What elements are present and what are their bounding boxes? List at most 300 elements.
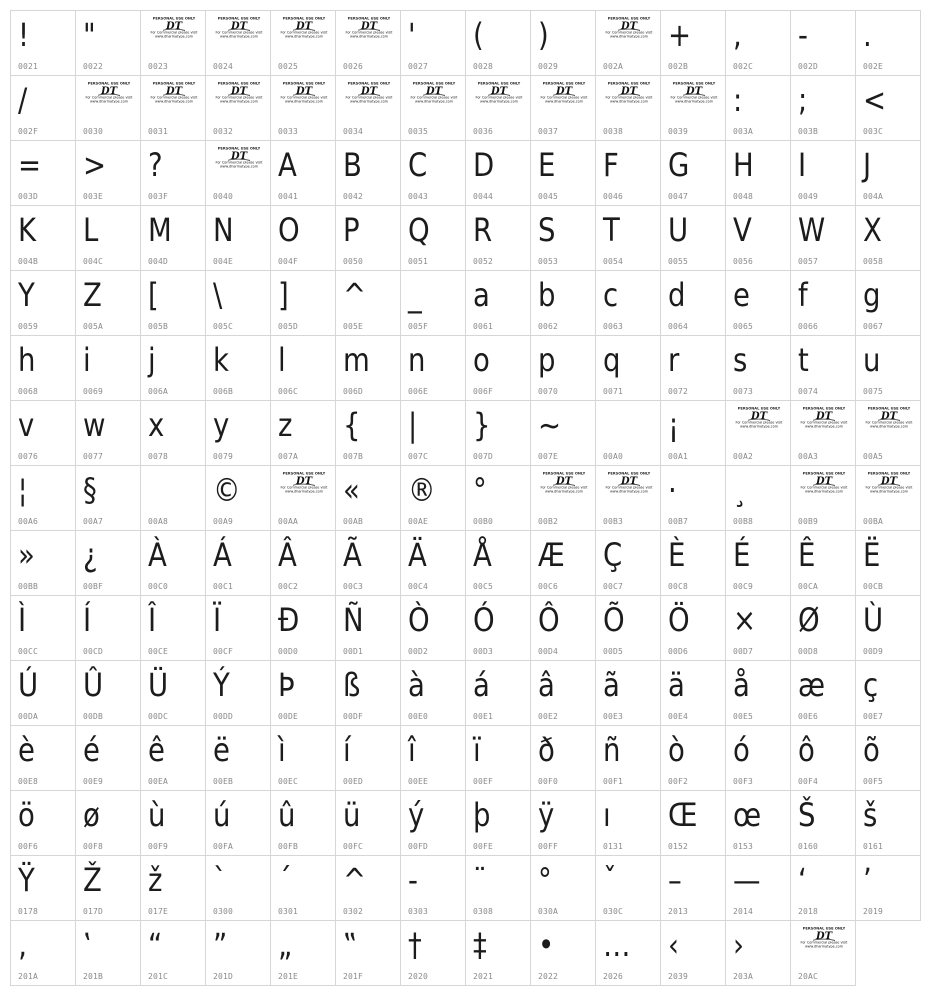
- glyph-char: Š: [798, 796, 816, 834]
- glyph-codepoint: 2021: [473, 972, 494, 981]
- glyph-cell: [791, 466, 856, 531]
- glyph-char: Ì: [18, 601, 27, 639]
- glyph-char: «: [343, 471, 360, 509]
- personal-use-notice: [799, 471, 849, 493]
- glyph-char: (: [473, 16, 484, 54]
- glyph-cell: [11, 11, 76, 76]
- glyph-codepoint: 0030: [83, 127, 104, 136]
- notice-graphic: [474, 81, 524, 103]
- notice-graphic: [214, 16, 264, 38]
- glyph-cell: [11, 76, 76, 141]
- glyph-cell: [531, 661, 596, 726]
- glyph-cell: [271, 466, 336, 531]
- glyph-codepoint: 0131: [603, 842, 624, 851]
- glyph-cell: [466, 271, 531, 336]
- glyph-cell: [141, 726, 206, 791]
- glyph-char: ¦: [18, 471, 28, 509]
- glyph-char: ˇ: [603, 861, 617, 899]
- glyph-codepoint: 201A: [18, 972, 39, 981]
- glyph-codepoint: 00D0: [278, 647, 299, 656]
- glyph-codepoint: 00DF: [343, 712, 364, 721]
- personal-use-notice: [344, 16, 394, 38]
- glyph-codepoint: 00C4: [408, 582, 429, 591]
- glyph-char: ): [538, 16, 549, 54]
- notice-graphic: [279, 81, 329, 103]
- glyph-char: ‟: [343, 926, 358, 964]
- personal-use-notice: [539, 81, 589, 103]
- notice-line1: PERSONAL USE ONLY: [867, 471, 911, 476]
- glyph-cell: [401, 921, 466, 986]
- glyph-cell: [271, 661, 336, 726]
- notice-line3: www.dharmatype.com: [219, 164, 259, 168]
- glyph-char: Ü: [148, 666, 169, 704]
- glyph-char: í: [343, 731, 351, 769]
- glyph-cell: [856, 141, 921, 206]
- glyph-char: h: [18, 341, 36, 379]
- notice-graphic: [864, 406, 914, 428]
- notice-line1: PERSONAL USE ONLY: [217, 146, 261, 151]
- glyph-char: á: [473, 666, 490, 704]
- glyph-cell: [141, 466, 206, 531]
- glyph-cell: [206, 596, 271, 661]
- notice-line2: For Commercial please visit: [345, 30, 393, 35]
- glyph-char: –: [668, 861, 682, 899]
- glyph-cell: [271, 791, 336, 856]
- glyph-cell: [206, 401, 271, 466]
- notice-logo: DT: [555, 86, 573, 97]
- glyph-cell: [271, 401, 336, 466]
- glyph-codepoint: 00C5: [473, 582, 494, 591]
- glyph-codepoint: 0078: [148, 452, 169, 461]
- glyph-char: ì: [278, 731, 286, 769]
- glyph-char: z: [278, 406, 293, 444]
- glyph-char: ©: [213, 471, 241, 509]
- glyph-char: C: [408, 146, 428, 184]
- glyph-cell: [531, 596, 596, 661]
- glyph-char: Ú: [18, 666, 39, 704]
- glyph-char: D: [473, 146, 495, 184]
- glyph-cell: [466, 76, 531, 141]
- glyph-char: ^: [343, 861, 367, 899]
- glyph-char: ‚: [18, 926, 27, 964]
- glyph-cell: [206, 726, 271, 791]
- notice-line2: For Commercial please visit: [280, 30, 328, 35]
- notice-logo: DT: [100, 86, 118, 97]
- glyph-cell: [856, 726, 921, 791]
- glyph-codepoint: 0025: [278, 62, 299, 71]
- glyph-codepoint: 0024: [213, 62, 234, 71]
- glyph-codepoint: 007D: [473, 452, 494, 461]
- notice-graphic: [799, 406, 849, 428]
- notice-line2: For Commercial please visit: [475, 95, 523, 100]
- glyph-char: {: [343, 406, 361, 444]
- personal-use-notice: [864, 471, 914, 493]
- glyph-char: u: [863, 341, 881, 379]
- glyph-cell: [466, 596, 531, 661]
- notice-logo: DT: [880, 411, 898, 422]
- glyph-codepoint: 00D9: [863, 647, 884, 656]
- glyph-char: û: [278, 796, 296, 834]
- notice-line3: www.dharmatype.com: [284, 34, 324, 38]
- glyph-codepoint: 002C: [733, 62, 754, 71]
- glyph-codepoint: 00F2: [668, 777, 689, 786]
- glyph-char: õ: [863, 731, 880, 769]
- glyph-cell: [596, 206, 661, 271]
- notice-logo: DT: [880, 476, 898, 487]
- notice-line2: For Commercial please visit: [540, 95, 588, 100]
- glyph-cell: [76, 726, 141, 791]
- glyph-codepoint: 0023: [148, 62, 169, 71]
- glyph-codepoint: 0079: [213, 452, 234, 461]
- glyph-cell: [466, 336, 531, 401]
- glyph-char: Ñ: [343, 601, 364, 639]
- glyph-char: à: [408, 666, 425, 704]
- glyph-cell: [726, 141, 791, 206]
- glyph-codepoint: 007E: [538, 452, 559, 461]
- glyph-char: ô: [798, 731, 815, 769]
- glyph-codepoint: 003B: [798, 127, 819, 136]
- notice-line1: PERSONAL USE ONLY: [217, 81, 261, 86]
- glyph-char: _: [408, 276, 422, 314]
- notice-graphic: [279, 16, 329, 38]
- glyph-codepoint: 00FC: [343, 842, 364, 851]
- glyph-codepoint: 002B: [668, 62, 689, 71]
- glyph-cell: [141, 531, 206, 596]
- notice-graphic: [214, 81, 264, 103]
- glyph-cell: [206, 856, 271, 921]
- glyph-cell: [466, 856, 531, 921]
- notice-logo: DT: [750, 411, 768, 422]
- notice-graphic: [84, 81, 134, 103]
- glyph-cell: [856, 856, 921, 921]
- glyph-char: Ä: [408, 536, 427, 574]
- glyph-char: ‘: [798, 861, 807, 899]
- glyph-codepoint: 00A3: [798, 452, 819, 461]
- glyph-char: M: [148, 211, 172, 249]
- glyph-cell: [336, 856, 401, 921]
- glyph-codepoint: 00D5: [603, 647, 624, 656]
- glyph-char: -: [408, 861, 418, 899]
- glyph-char: Ù: [863, 601, 884, 639]
- glyph-cell: [661, 401, 726, 466]
- glyph-cell: [141, 206, 206, 271]
- notice-line2: For Commercial please visit: [670, 95, 718, 100]
- glyph-codepoint: 00B3: [603, 517, 624, 526]
- glyph-cell: [466, 921, 531, 986]
- glyph-codepoint: 00AE: [408, 517, 429, 526]
- glyph-char: Z: [83, 276, 102, 314]
- notice-graphic: [539, 471, 589, 493]
- glyph-char: n: [408, 341, 426, 379]
- glyph-cell: [856, 661, 921, 726]
- glyph-char: „: [278, 926, 293, 964]
- glyph-char: Õ: [603, 601, 625, 639]
- glyph-cell: [141, 856, 206, 921]
- glyph-codepoint: 00B2: [538, 517, 559, 526]
- glyph-codepoint: 0051: [408, 257, 429, 266]
- glyph-codepoint: 0045: [538, 192, 559, 201]
- glyph-cell: [336, 206, 401, 271]
- glyph-codepoint: 2018: [798, 907, 819, 916]
- personal-use-notice: [149, 16, 199, 38]
- glyph-codepoint: 00CD: [83, 647, 104, 656]
- glyph-cell: [466, 11, 531, 76]
- glyph-codepoint: 00AB: [343, 517, 364, 526]
- glyph-char: E: [538, 146, 556, 184]
- glyph-codepoint: 002D: [798, 62, 819, 71]
- glyph-cell: [531, 856, 596, 921]
- glyph-codepoint: 0076: [18, 452, 39, 461]
- glyph-codepoint: 0032: [213, 127, 234, 136]
- glyph-codepoint: 0042: [343, 192, 364, 201]
- notice-line3: www.dharmatype.com: [674, 99, 714, 103]
- glyph-codepoint: 00FB: [278, 842, 299, 851]
- personal-use-notice: [84, 81, 134, 103]
- glyph-cell: [76, 791, 141, 856]
- personal-use-notice: [539, 471, 589, 493]
- glyph-codepoint: 00D4: [538, 647, 559, 656]
- glyph-codepoint: 0027: [408, 62, 429, 71]
- glyph-char: y: [213, 406, 230, 444]
- glyph-cell: [401, 661, 466, 726]
- personal-use-notice: [214, 81, 264, 103]
- notice-line3: www.dharmatype.com: [609, 489, 649, 493]
- personal-use-notice: [149, 81, 199, 103]
- glyph-char: <: [863, 81, 887, 119]
- glyph-cell: [791, 596, 856, 661]
- notice-logo: DT: [685, 86, 703, 97]
- glyph-codepoint: 00E4: [668, 712, 689, 721]
- glyph-char: k: [213, 341, 229, 379]
- glyph-cell: [271, 141, 336, 206]
- glyph-codepoint: 20AC: [798, 972, 819, 981]
- glyph-codepoint: 006D: [343, 387, 364, 396]
- glyph-cell: [531, 401, 596, 466]
- glyph-cell: [206, 336, 271, 401]
- notice-logo: DT: [230, 151, 248, 162]
- glyph-char: ×: [733, 601, 757, 639]
- glyph-cell: [856, 791, 921, 856]
- glyph-cell: [466, 791, 531, 856]
- glyph-cell: [141, 921, 206, 986]
- notice-line3: www.dharmatype.com: [609, 34, 649, 38]
- glyph-cell: [76, 76, 141, 141]
- glyph-codepoint: 00DA: [18, 712, 39, 721]
- glyph-codepoint: 00DB: [83, 712, 104, 721]
- glyph-char: ›: [733, 926, 745, 964]
- glyph-cell: [661, 531, 726, 596]
- glyph-codepoint: 0049: [798, 192, 819, 201]
- glyph-cell: [11, 596, 76, 661]
- glyph-codepoint: 00A6: [18, 517, 39, 526]
- glyph-char: B: [343, 146, 362, 184]
- glyph-codepoint: 0071: [603, 387, 624, 396]
- glyph-cell: [206, 466, 271, 531]
- glyph-cell: [271, 726, 336, 791]
- glyph-cell: [466, 401, 531, 466]
- glyph-codepoint: 2026: [603, 972, 624, 981]
- glyph-cell: [531, 206, 596, 271]
- notice-line3: www.dharmatype.com: [609, 99, 649, 103]
- notice-logo: DT: [295, 476, 313, 487]
- glyph-char: ‛: [83, 926, 92, 964]
- glyph-cell: [11, 856, 76, 921]
- glyph-char: `: [213, 861, 227, 899]
- notice-graphic: [799, 926, 849, 948]
- glyph-char: :: [733, 81, 743, 119]
- glyph-cell: [11, 336, 76, 401]
- glyph-codepoint: 00D3: [473, 647, 494, 656]
- glyph-codepoint: 006B: [213, 387, 234, 396]
- glyph-cell: [791, 531, 856, 596]
- glyph-cell: [206, 11, 271, 76]
- glyph-cell: [206, 661, 271, 726]
- glyph-cell: [661, 661, 726, 726]
- glyph-codepoint: 0033: [278, 127, 299, 136]
- notice-logo: DT: [425, 86, 443, 97]
- glyph-cell: [466, 726, 531, 791]
- glyph-char: Æ: [538, 536, 565, 574]
- notice-logo: DT: [165, 86, 183, 97]
- notice-line3: www.dharmatype.com: [479, 99, 519, 103]
- glyph-codepoint: 0044: [473, 192, 494, 201]
- personal-use-notice: [864, 406, 914, 428]
- glyph-cell: [336, 466, 401, 531]
- glyph-codepoint: 00F8: [83, 842, 104, 851]
- glyph-cell: [856, 336, 921, 401]
- glyph-cell: [856, 466, 921, 531]
- glyph-cell: [856, 401, 921, 466]
- glyph-codepoint: 0028: [473, 62, 494, 71]
- glyph-codepoint: 017D: [83, 907, 104, 916]
- glyph-cell: [726, 466, 791, 531]
- glyph-cell: [596, 141, 661, 206]
- glyph-cell: [856, 206, 921, 271]
- glyph-char: Ç: [603, 536, 623, 574]
- glyph-cell: [661, 466, 726, 531]
- notice-line3: www.dharmatype.com: [544, 489, 584, 493]
- glyph-codepoint: 0021: [18, 62, 39, 71]
- notice-line3: www.dharmatype.com: [804, 489, 844, 493]
- glyph-codepoint: 00C6: [538, 582, 559, 591]
- glyph-cell: [141, 661, 206, 726]
- glyph-cell: [206, 531, 271, 596]
- glyph-cell: [596, 726, 661, 791]
- glyph-cell: [791, 921, 856, 986]
- personal-use-notice: [604, 81, 654, 103]
- glyph-codepoint: 0029: [538, 62, 559, 71]
- notice-line1: PERSONAL USE ONLY: [542, 471, 586, 476]
- glyph-codepoint: 00AA: [278, 517, 299, 526]
- glyph-cell: [726, 726, 791, 791]
- glyph-char: P: [343, 211, 360, 249]
- glyph-char: þ: [473, 796, 491, 834]
- glyph-char: ê: [148, 731, 165, 769]
- notice-line3: www.dharmatype.com: [804, 944, 844, 948]
- glyph-char: †: [408, 926, 422, 964]
- glyph-char: Ó: [473, 601, 495, 639]
- glyph-cell: [76, 271, 141, 336]
- glyph-codepoint: 00F9: [148, 842, 169, 851]
- glyph-codepoint: 0026: [343, 62, 364, 71]
- glyph-codepoint: 00C3: [343, 582, 364, 591]
- glyph-codepoint: 00F3: [733, 777, 754, 786]
- glyph-cell: [336, 11, 401, 76]
- glyph-cell: [661, 141, 726, 206]
- notice-logo: DT: [360, 86, 378, 97]
- glyph-cell: [271, 11, 336, 76]
- glyph-cell: [791, 401, 856, 466]
- glyph-codepoint: 0161: [863, 842, 884, 851]
- glyph-cell: [206, 271, 271, 336]
- glyph-char: œ: [733, 796, 762, 834]
- glyph-cell: [206, 921, 271, 986]
- glyph-cell: [401, 336, 466, 401]
- personal-use-notice: [604, 471, 654, 493]
- glyph-codepoint: 005A: [83, 322, 104, 331]
- glyph-char: ¨: [473, 861, 487, 899]
- glyph-char: i: [83, 341, 91, 379]
- glyph-codepoint: 00D6: [668, 647, 689, 656]
- glyph-codepoint: 005F: [408, 322, 429, 331]
- glyph-cell: [141, 76, 206, 141]
- glyph-char: X: [863, 211, 882, 249]
- notice-line1: PERSONAL USE ONLY: [87, 81, 131, 86]
- glyph-codepoint: 005B: [148, 322, 169, 331]
- glyph-codepoint: 005C: [213, 322, 234, 331]
- notice-graphic: [214, 146, 264, 168]
- glyph-char: Å: [473, 536, 492, 574]
- glyph-codepoint: 0178: [18, 907, 39, 916]
- glyph-char: Ý: [213, 666, 230, 704]
- notice-line2: For Commercial please visit: [800, 420, 848, 425]
- glyph-codepoint: 004D: [148, 257, 169, 266]
- glyph-codepoint: 006E: [408, 387, 429, 396]
- glyph-codepoint: 00FA: [213, 842, 234, 851]
- glyph-codepoint: 030A: [538, 907, 559, 916]
- glyph-char: +: [668, 16, 692, 54]
- notice-graphic: [604, 16, 654, 38]
- glyph-cell: [141, 596, 206, 661]
- glyph-codepoint: 00BA: [863, 517, 884, 526]
- glyph-char: w: [83, 406, 106, 444]
- glyph-char: c: [603, 276, 619, 314]
- glyph-cell: [401, 726, 466, 791]
- glyph-cell: [401, 11, 466, 76]
- glyph-cell: [336, 401, 401, 466]
- glyph-char: ,: [733, 16, 742, 54]
- glyph-codepoint: 00A1: [668, 452, 689, 461]
- notice-graphic: [669, 81, 719, 103]
- glyph-cell: [11, 141, 76, 206]
- glyph-codepoint: 00CC: [18, 647, 39, 656]
- personal-use-notice: [214, 146, 264, 168]
- glyph-char: Â: [278, 536, 297, 574]
- glyph-char: å: [733, 666, 750, 704]
- glyph-cell: [791, 76, 856, 141]
- glyph-cell: [11, 466, 76, 531]
- glyph-char: Ò: [408, 601, 430, 639]
- glyph-codepoint: 00EC: [278, 777, 299, 786]
- glyph-codepoint: 0037: [538, 127, 559, 136]
- glyph-codepoint: 003D: [18, 192, 39, 201]
- glyph-char: ‡: [473, 926, 487, 964]
- glyph-codepoint: 0308: [473, 907, 494, 916]
- glyph-cell: [76, 856, 141, 921]
- notice-line3: www.dharmatype.com: [154, 34, 194, 38]
- notice-line1: PERSONAL USE ONLY: [412, 81, 456, 86]
- glyph-cell: [466, 466, 531, 531]
